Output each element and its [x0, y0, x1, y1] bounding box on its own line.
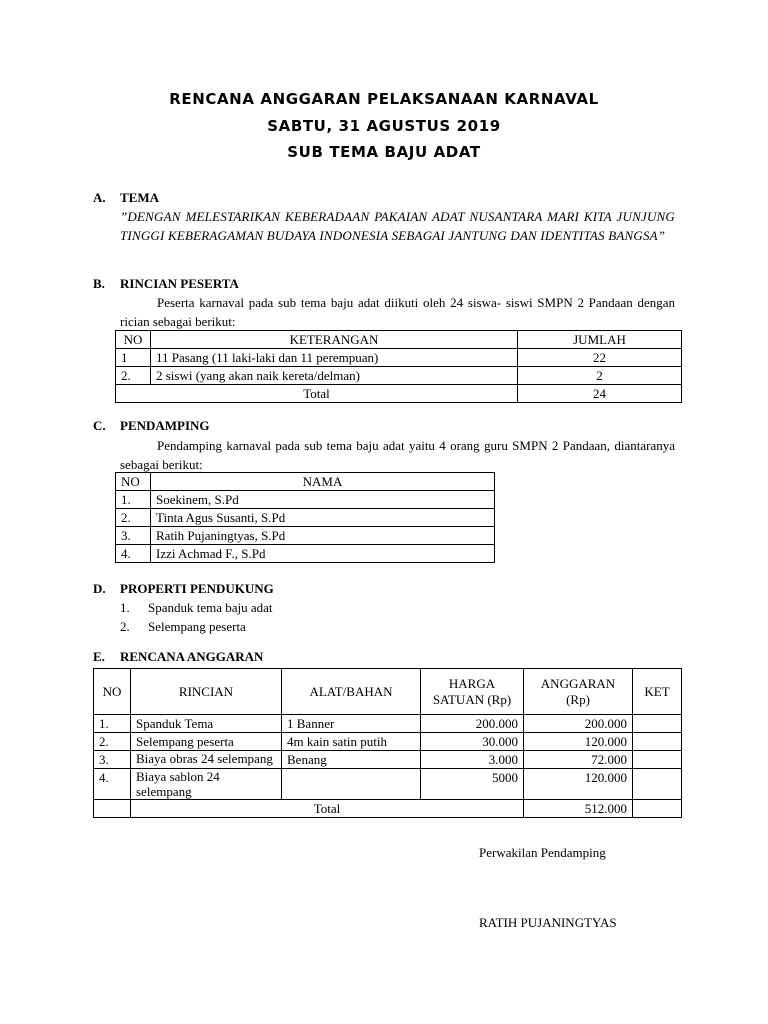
- section-c-text: Pendamping karnaval pada sub tema baju adat yaitu 4 orang guru SMPN 2 Pandaan, diantaranya sebagai berikut:: [120, 438, 675, 472]
- table-header-row: [94, 669, 682, 715]
- section-a-heading: [93, 190, 159, 206]
- table-row: [94, 769, 682, 800]
- list-item-number: 1.: [120, 600, 130, 615]
- table-cell: 120.000: [524, 769, 633, 800]
- table-row: [94, 715, 682, 733]
- section-b-text: Peserta karnaval pada sub tema baju adat diikuti oleh 24 siswa- siswi SMPN 2 Pandaan dengan rician sebagai berikut:: [120, 295, 675, 329]
- section-e-letter: E.: [93, 649, 105, 664]
- table-cell: Biaya obras 24 selempang: [131, 751, 282, 769]
- section-d-heading: [93, 581, 274, 597]
- table-cell: Benang: [282, 751, 421, 769]
- list-item-text: Selempang peserta: [148, 619, 246, 634]
- doc-title-line1: RENCANA ANGGARAN PELAKSANAAN KARNAVAL: [169, 90, 599, 108]
- table-cell: [633, 800, 682, 818]
- table-row: [116, 527, 495, 545]
- table-row: [116, 349, 682, 367]
- section-a-title: TEMA: [120, 190, 159, 205]
- section-a-letter: A.: [93, 190, 106, 205]
- table-cell: 1: [116, 349, 151, 367]
- table-cell: 4m kain satin putih: [282, 733, 421, 751]
- table-cell: Soekinem, S.Pd: [151, 491, 495, 509]
- table-cell: [633, 715, 682, 733]
- table-row: [116, 509, 495, 527]
- table-total-row: [116, 385, 682, 403]
- table-cell: 4.: [94, 769, 131, 800]
- total-value: 512.000: [524, 800, 633, 818]
- table-cell: Tinta Agus Susanti, S.Pd: [151, 509, 495, 527]
- table-cell: 11 Pasang (11 laki-laki dan 11 perempuan): [151, 349, 518, 367]
- table-cell: 5000: [421, 769, 524, 800]
- table-cell: [282, 769, 421, 800]
- table-cell: Biaya sablon 24 selempang: [131, 769, 282, 800]
- col-header: KET: [633, 669, 682, 715]
- table-header-row: [116, 331, 682, 349]
- section-e-heading: [93, 649, 263, 665]
- table-cell: 22: [518, 349, 682, 367]
- signature-name: RATIH PUJANINGTYAS: [479, 915, 617, 930]
- section-c-heading: [93, 418, 210, 434]
- section-d-letter: D.: [93, 581, 106, 596]
- table-cell: Izzi Achmad F., S.Pd: [151, 545, 495, 563]
- table-cell: 3.: [116, 527, 151, 545]
- list-item-number: 2.: [120, 619, 130, 634]
- table-cell: 3.000: [421, 751, 524, 769]
- table-row: [116, 545, 495, 563]
- table-cell: 120.000: [524, 733, 633, 751]
- budget-table: [93, 668, 682, 818]
- col-header: KETERANGAN: [151, 331, 518, 349]
- doc-title-line2: SABTU, 31 AGUSTUS 2019: [267, 117, 501, 135]
- table-cell: Ratih Pujaningtyas, S.Pd: [151, 527, 495, 545]
- list-item-text: Spanduk tema baju adat: [148, 600, 273, 615]
- table-cell: 30.000: [421, 733, 524, 751]
- table-cell: Spanduk Tema: [131, 715, 282, 733]
- table-cell: 2.: [116, 509, 151, 527]
- table-total-row: [94, 800, 682, 818]
- table-row: [94, 733, 682, 751]
- table-cell: 3.: [94, 751, 131, 769]
- col-header: JUMLAH: [518, 331, 682, 349]
- section-d-title: PROPERTI PENDUKUNG: [120, 581, 274, 596]
- table-cell: [633, 769, 682, 800]
- list-item: [120, 598, 273, 617]
- table-cell: 2.: [116, 367, 151, 385]
- list-item: [120, 617, 273, 636]
- properties-list: [120, 598, 273, 636]
- section-c-letter: C.: [93, 418, 106, 433]
- table-cell: 2.: [94, 733, 131, 751]
- table-row: [116, 367, 682, 385]
- col-header: HARGA SATUAN (Rp): [421, 669, 524, 715]
- table-cell: 2: [518, 367, 682, 385]
- total-value: 24: [518, 385, 682, 403]
- section-b-letter: B.: [93, 276, 105, 291]
- col-header: NO: [116, 331, 151, 349]
- table-header-row: [116, 473, 495, 491]
- table-cell: 1.: [94, 715, 131, 733]
- col-header: NAMA: [151, 473, 495, 491]
- table-cell: 200.000: [524, 715, 633, 733]
- signature-role: Perwakilan Pendamping: [479, 845, 606, 860]
- col-header: ANGGARAN (Rp): [524, 669, 633, 715]
- table-cell: [633, 733, 682, 751]
- table-cell: 4.: [116, 545, 151, 563]
- table-cell: 72.000: [524, 751, 633, 769]
- section-b-title: RINCIAN PESERTA: [120, 276, 239, 291]
- table-row: [116, 491, 495, 509]
- total-label: Total: [131, 800, 524, 818]
- doc-title-line3: SUB TEMA BAJU ADAT: [287, 143, 481, 161]
- companions-table: [115, 472, 495, 563]
- table-cell: Selempang peserta: [131, 733, 282, 751]
- total-label: Total: [116, 385, 518, 403]
- col-header: RINCIAN: [131, 669, 282, 715]
- participants-table: [115, 330, 682, 403]
- section-c-title: PENDAMPING: [120, 418, 210, 433]
- section-b-heading: [93, 276, 239, 292]
- table-cell: [94, 800, 131, 818]
- table-cell: 1.: [116, 491, 151, 509]
- table-cell: 200.000: [421, 715, 524, 733]
- table-row: [94, 751, 682, 769]
- col-header: NO: [116, 473, 151, 491]
- table-cell: 2 siswi (yang akan naik kereta/delman): [151, 367, 518, 385]
- table-cell: [633, 751, 682, 769]
- col-header: ALAT/BAHAN: [282, 669, 421, 715]
- col-header: NO: [94, 669, 131, 715]
- table-cell: 1 Banner: [282, 715, 421, 733]
- section-a-theme-text: ”DENGAN MELESTARIKAN KEBERADAAN PAKAIAN ADAT NUSANTARA MARI KITA JUNJUNG TINGGI KEBERAGAMAN BUDAYA INDONESIA SEBAGAI JANTUNG DAN IDENTITAS BANGSA”: [120, 209, 675, 243]
- section-e-title: RENCANA ANGGARAN: [120, 649, 264, 664]
